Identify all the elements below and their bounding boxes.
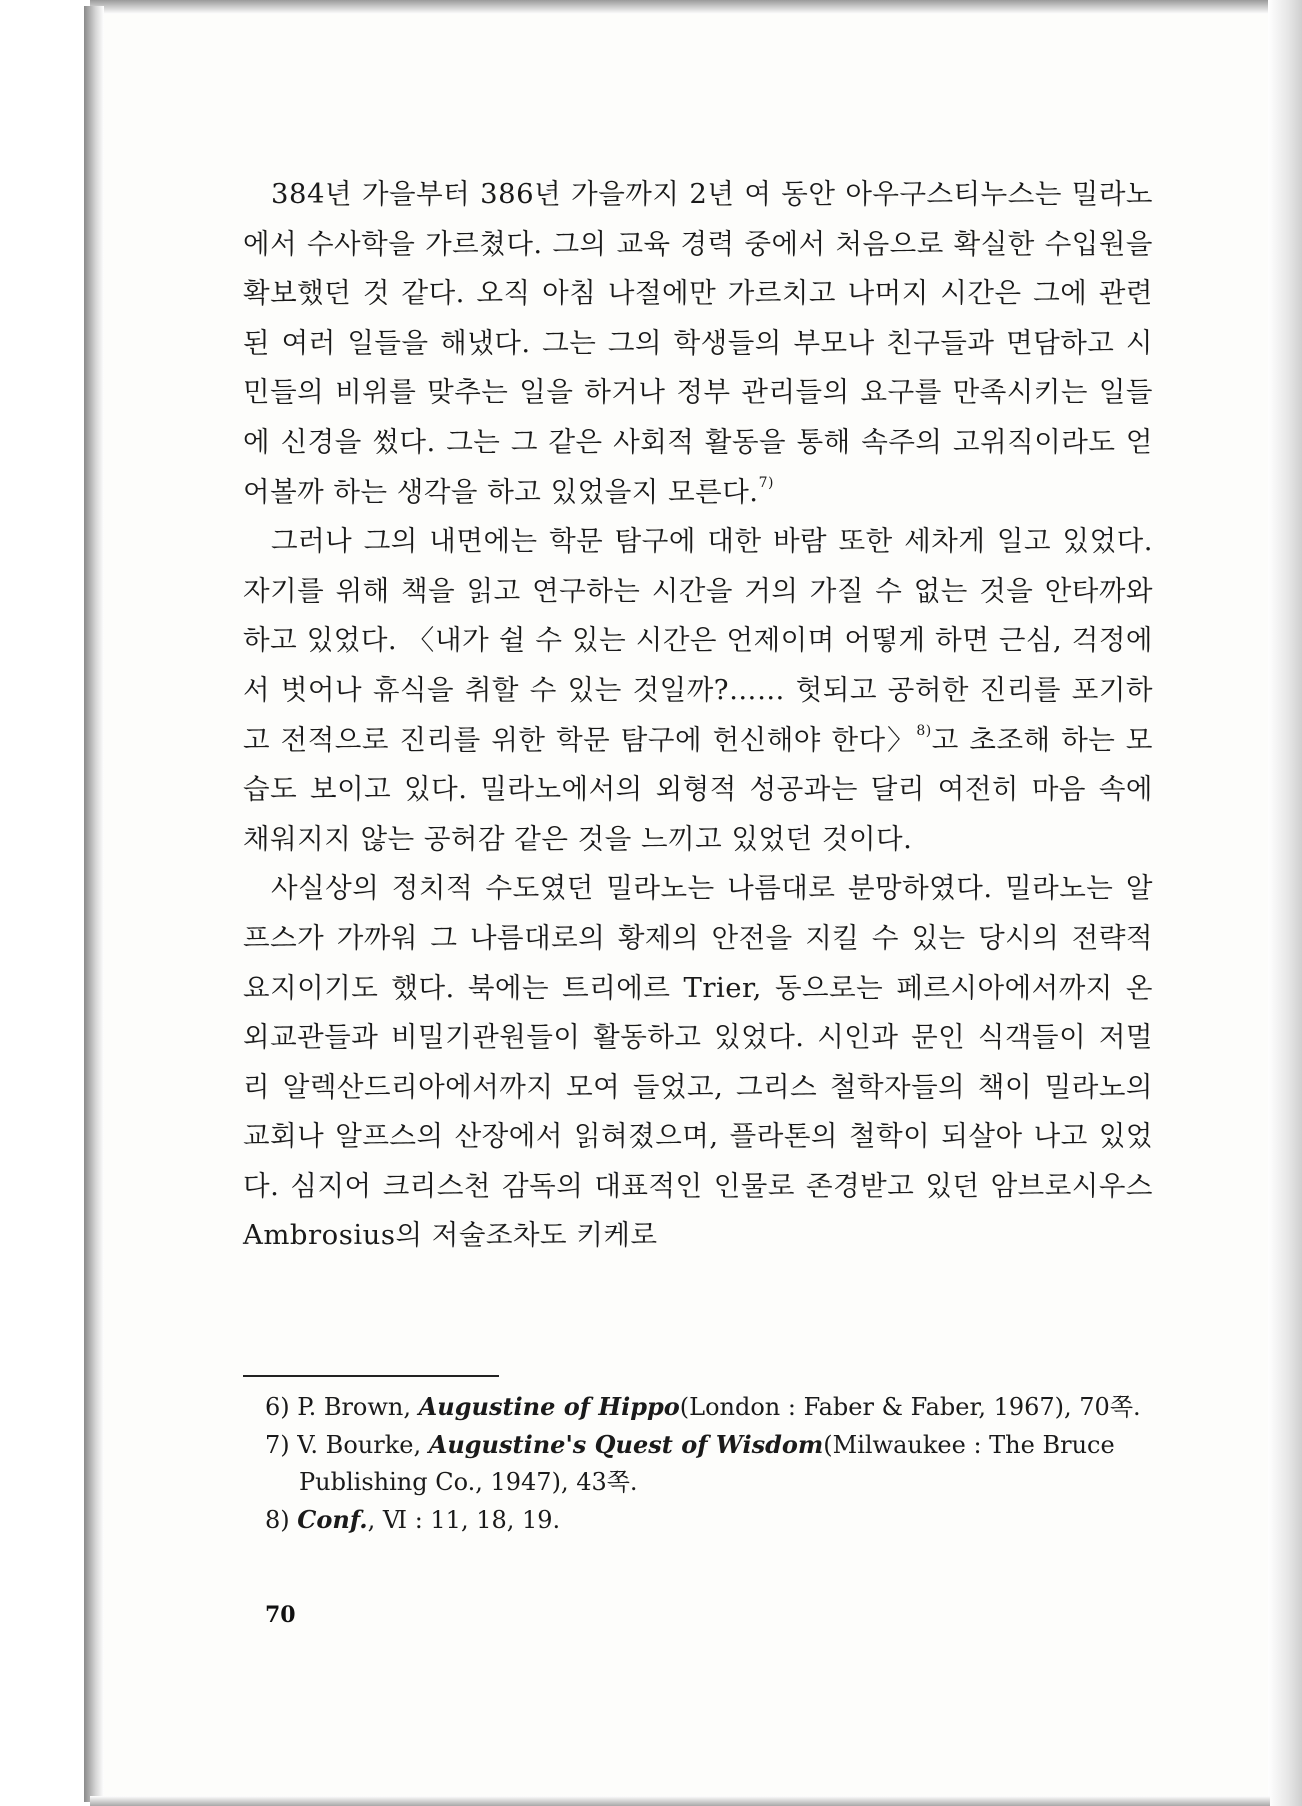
paragraph [243, 517, 1153, 864]
note-reference: 8) [916, 722, 932, 739]
footnote-details: , Ⅵ : 11, 18, 19. [367, 1506, 561, 1534]
footnote-title: Augustine of Hippo [418, 1392, 680, 1421]
footnote [265, 1426, 1155, 1501]
page-edge-bottom [90, 1796, 1270, 1806]
footnote-author: P. Brown, [297, 1393, 419, 1421]
page-edge-top [90, 0, 1290, 14]
footnote-number: 7) [265, 1431, 290, 1459]
footnote-divider [243, 1375, 499, 1377]
footnote-number: 6) [265, 1393, 290, 1421]
footnote-details: (London : Faber & Faber, 1967), 70쪽. [679, 1393, 1141, 1421]
footnote-number: 8) [265, 1506, 290, 1534]
paragraph-text: 사실상의 정치적 수도였던 밀라노는 나름대로 분망하였다. 밀라노는 알프스가 가까워 그 나름대로의 황제의 안전을 지킬 수 있는 당시의 전략적 요지이기도 했다. 북에는 트리에르 Trier, 동으로는 페르시아에서까지 온 외교관들과 비밀기관원들이 활동하고 있었다. 시인과 문인 식객들이 저멀리 알렉산드리아에서까지 모여 들었고, 그리스 철학자들의 책이 밀라노의 교회나 알프스의 산장에서 읽혀졌으며, 플라톤의 철학이 되살아 나고 있었다. 심지어 크리스천 감독의 대표적인 인물로 존경받고 있던 암브로시우스 Ambrosius의 저술조차도 키케로 [243, 872, 1153, 1252]
page-number: 70 [265, 1602, 296, 1628]
page-edge-left [84, 6, 104, 1802]
footnote [265, 1388, 1155, 1426]
body-text [243, 170, 1153, 1261]
paragraph-text: 고 초조해 하는 모습도 보이고 있다. 밀라노에서의 외형적 성공과는 달리 여전히 마음 속에 채워지지 않는 공허감 같은 것을 느끼고 있었던 것이다. [243, 723, 1153, 855]
footnote-title: Conf. [297, 1505, 368, 1534]
paragraph-text: 384년 가을부터 386년 가을까지 2년 여 동안 아우구스티누스는 밀라노에서 수사학을 가르쳤다. 그의 교육 경력 중에서 처음으로 확실한 수입원을 확보했던 것 같다. 오직 아침 나절에만 가르치고 나머지 시간은 그에 관련된 여러 일들을 해냈다. 그는 그의 학생들의 부모나 친구들과 면담하고 시민들의 비위를 맞추는 일을 하거나 정부 관리들의 요구를 만족시키는 일들에 신경을 썼다. 그는 그 같은 사회적 활동을 통해 속주의 고위직이라도 얻어볼까 하는 생각을 하고 있었을지 모른다. [243, 178, 1153, 508]
note-reference: 7) [758, 474, 774, 491]
paragraph [243, 170, 1153, 517]
footnote-author: V. Bourke, [297, 1431, 429, 1459]
footnote-details: (Milwaukee : The Bruce Publishing Co., 1947), 43쪽. [299, 1431, 1115, 1496]
footnote [265, 1501, 1155, 1539]
footnote-title: Augustine's Quest of Wisdom [428, 1430, 824, 1459]
paragraph-text: 그러나 그의 내면에는 학문 탐구에 대한 바람 또한 세차게 일고 있었다. 자기를 위해 책을 읽고 연구하는 시간을 거의 가질 수 없는 것을 안타까와 하고 있었다. 〈내가 쉴 수 있는 시간은 언제이며 어떻게 하면 근심, 걱정에서 벗어나 휴식을 취할 수 있는 것일까?…… 헛되고 공허한 진리를 포기하고 전적으로 진리를 위한 학문 탐구에 헌신해야 한다〉 [243, 525, 1153, 756]
paragraph [243, 864, 1153, 1261]
page-edge-right [1268, 0, 1302, 1806]
footnotes [265, 1388, 1155, 1539]
